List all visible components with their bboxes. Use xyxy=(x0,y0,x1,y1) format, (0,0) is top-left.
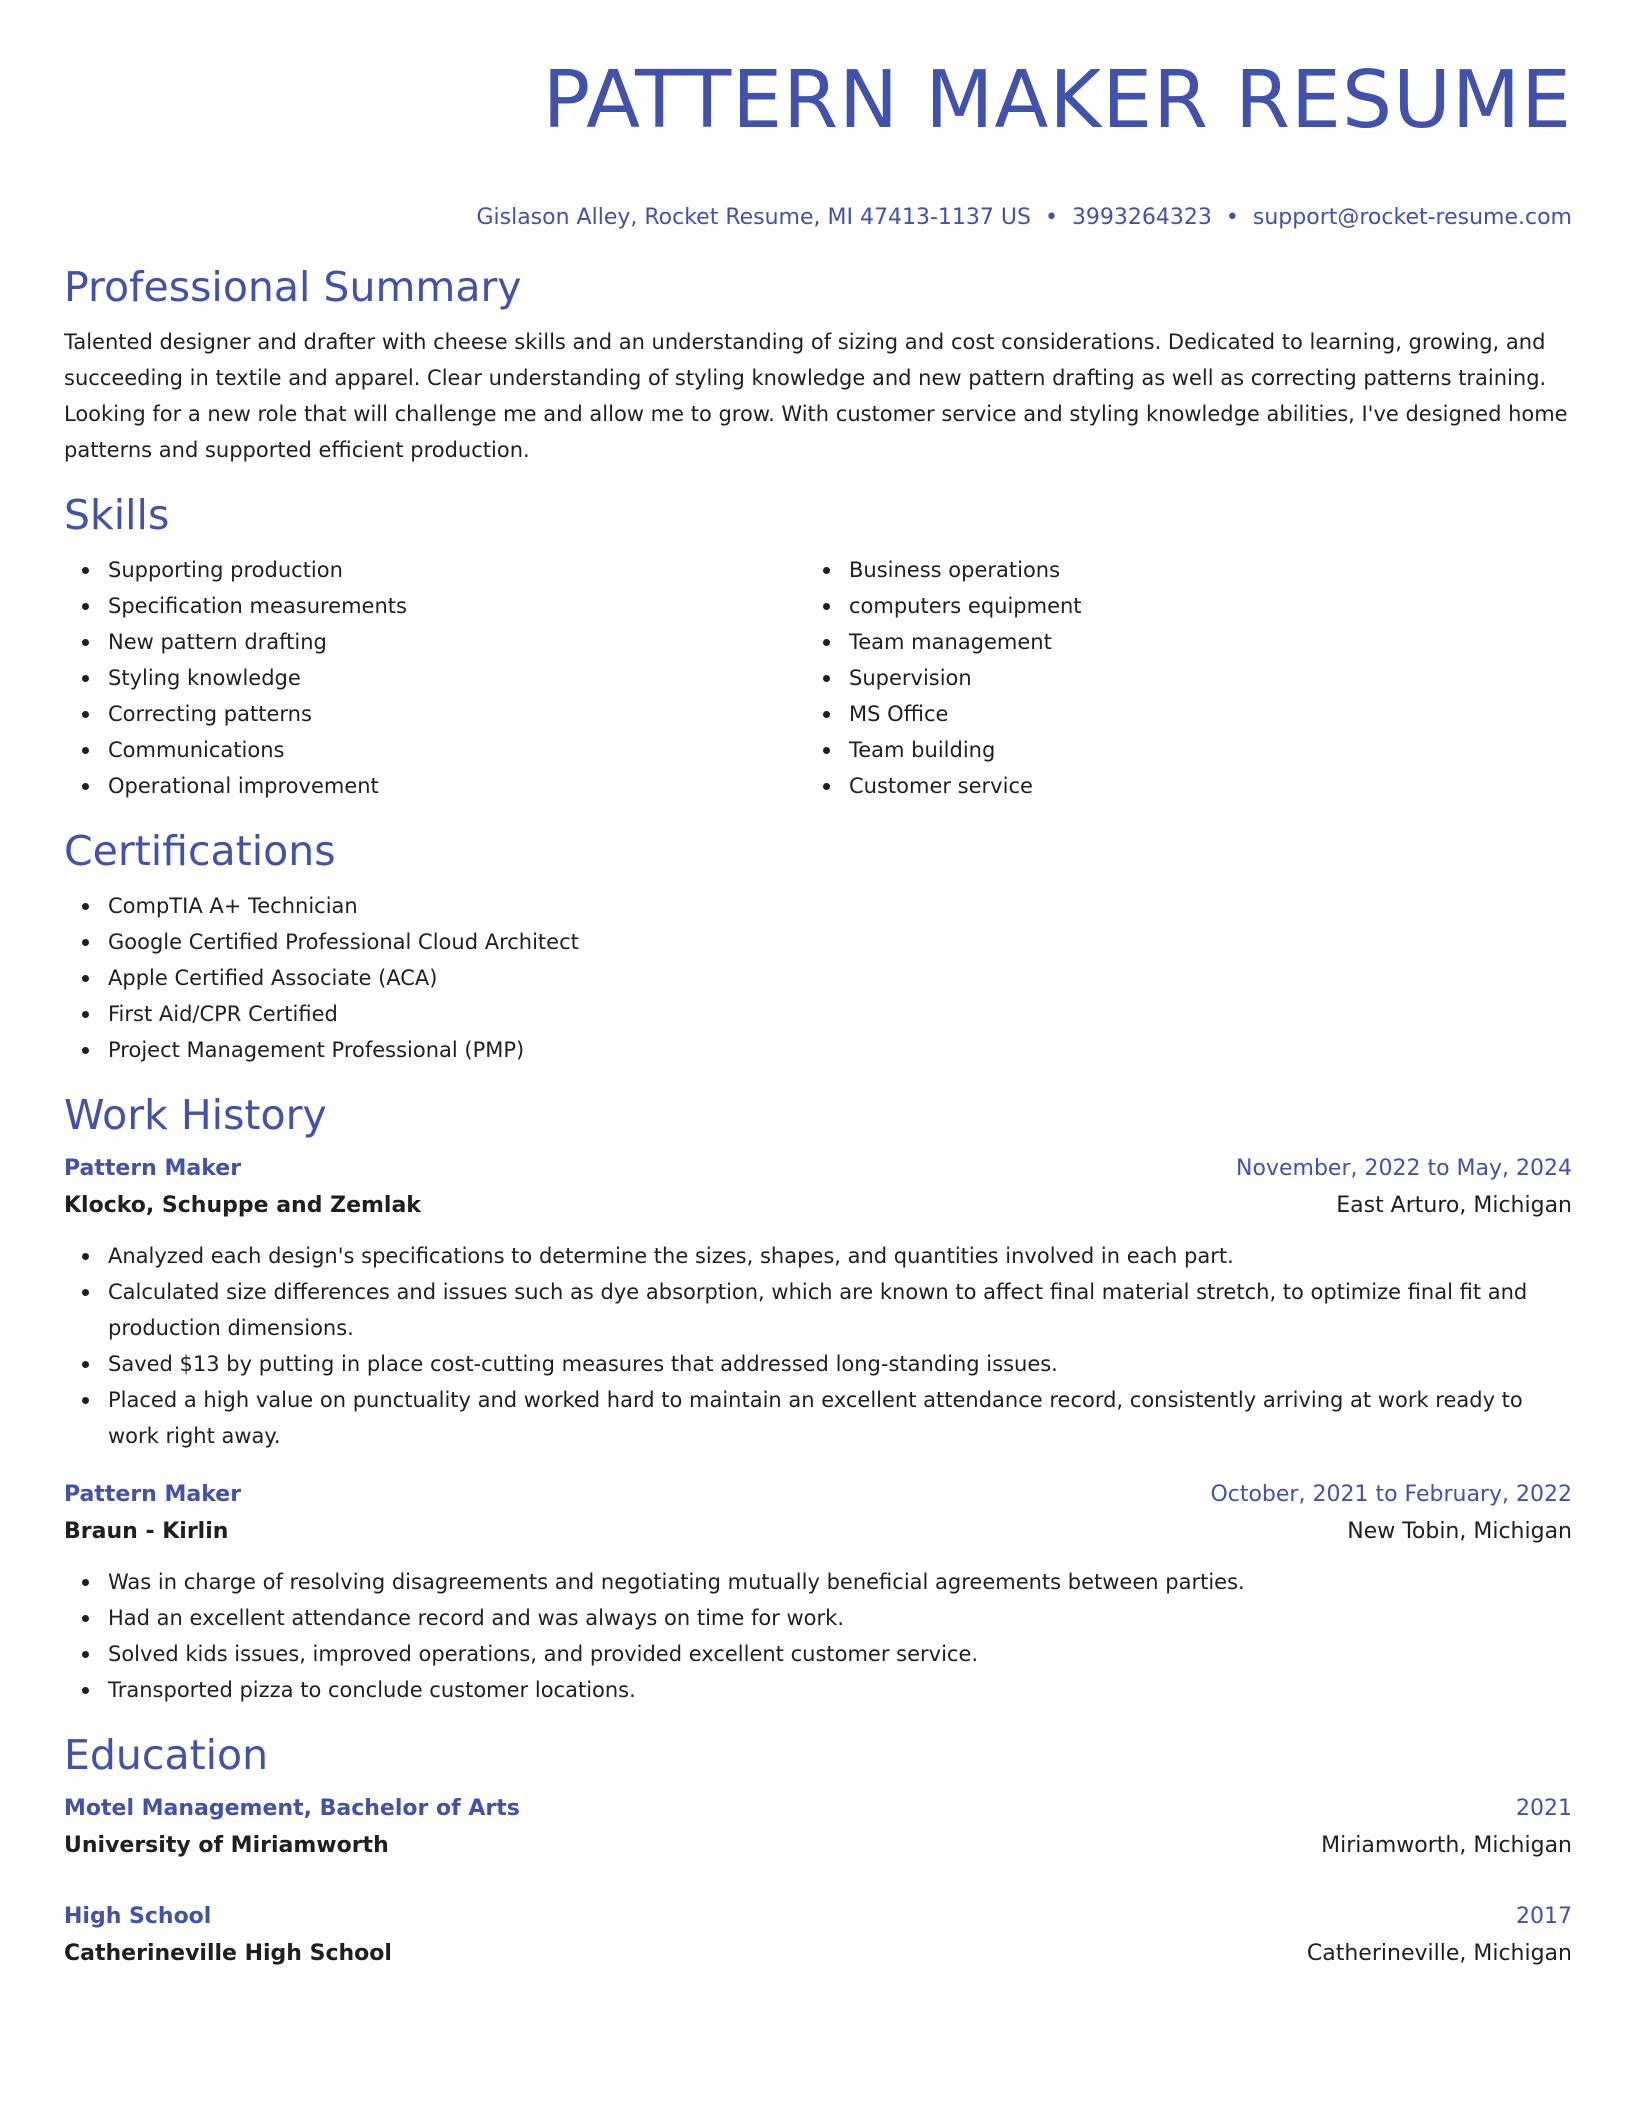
job-title: Pattern Maker xyxy=(64,1482,242,1507)
job-dates: November, 2022 to May, 2024 xyxy=(1236,1156,1572,1181)
contact-phone: 3993264323 xyxy=(1071,205,1212,230)
list-item: First Aid/CPR Certified xyxy=(64,996,1572,1032)
list-item: Was in charge of resolving disagreements and negotiating mutually beneficial agreements between parties. xyxy=(64,1564,1572,1600)
job-location: New Tobin, Michigan xyxy=(1347,1519,1572,1544)
list-item: Solved kids issues, improved operations, and provided excellent customer service. xyxy=(64,1636,1572,1672)
education-entry xyxy=(64,1792,1572,1866)
list-item: Saved $13 by putting in place cost-cutting measures that addressed long-standing issues. xyxy=(64,1346,1572,1382)
list-item: Supporting production xyxy=(64,552,805,588)
job-entry xyxy=(64,1152,1572,1454)
education-degree-row xyxy=(64,1792,1572,1826)
job-location: East Arturo, Michigan xyxy=(1336,1193,1572,1218)
list-item: Correcting patterns xyxy=(64,696,805,732)
contact-separator: • xyxy=(1225,205,1239,230)
job-company-row xyxy=(64,1186,1572,1226)
summary-text: Talented designer and drafter with cheese skills and an understanding of sizing and cost considerations. Dedicated to learning, growing, and succeeding in textile and apparel. Clear understanding of styling knowledge and new pattern drafting as well as correcting patterns training. Looking for a new role that will challenge me and allow me to grow. With customer service and styling knowledge abilities, I've designed home patterns and supported efficient production. xyxy=(64,330,1568,462)
list-item: Calculated size differences and issues such as dye absorption, which are known to affect final material stretch, to optimize final fit and production dimensions. xyxy=(64,1274,1572,1346)
section-heading-skills: Skills xyxy=(64,491,170,539)
summary-section xyxy=(64,262,1572,468)
skills-list-right xyxy=(805,552,1546,804)
list-item: Styling knowledge xyxy=(64,660,805,696)
contact-separator: • xyxy=(1044,205,1058,230)
skills-section xyxy=(64,490,1572,804)
education-school-row xyxy=(64,1826,1572,1866)
education-degree-row xyxy=(64,1900,1572,1934)
list-item: Operational improvement xyxy=(64,768,805,804)
job-bullets xyxy=(64,1564,1572,1708)
list-item: Had an excellent attendance record and was always on time for work. xyxy=(64,1600,1572,1636)
certifications-section xyxy=(64,826,1572,1068)
education-entry xyxy=(64,1900,1572,1974)
job-entry xyxy=(64,1478,1572,1708)
work-history-section xyxy=(64,1090,1572,1708)
skills-grid xyxy=(64,552,1572,804)
contact-line xyxy=(64,204,1572,232)
job-bullets xyxy=(64,1238,1572,1454)
list-item: Project Management Professional (PMP) xyxy=(64,1032,1572,1068)
education-location: Miriamworth, Michigan xyxy=(1321,1833,1572,1858)
list-item: CompTIA A+ Technician xyxy=(64,888,1572,924)
section-heading-certifications: Certifications xyxy=(64,827,336,875)
skills-list-left xyxy=(64,552,805,804)
resume-header xyxy=(64,52,1572,232)
education-degree: High School xyxy=(64,1904,212,1929)
education-location: Catherineville, Michigan xyxy=(1306,1941,1572,1966)
education-year: 2021 xyxy=(1516,1796,1572,1821)
list-item: Supervision xyxy=(805,660,1546,696)
resume-title: PATTERN MAKER RESUME xyxy=(542,54,1572,146)
list-item: New pattern drafting xyxy=(64,624,805,660)
section-heading-education: Education xyxy=(64,1731,269,1779)
contact-email[interactable]: support@rocket-resume.com xyxy=(1252,205,1572,230)
contact-address: Gislason Alley, Rocket Resume, MI 47413-1137 US xyxy=(476,205,1031,230)
job-company: Klocko, Schuppe and Zemlak xyxy=(64,1193,421,1218)
job-dates: October, 2021 to February, 2022 xyxy=(1210,1482,1572,1507)
list-item: computers equipment xyxy=(805,588,1546,624)
list-item: Analyzed each design's specifications to determine the sizes, shapes, and quantities involved in each part. xyxy=(64,1238,1572,1274)
list-item: Business operations xyxy=(805,552,1546,588)
job-company: Braun - Kirlin xyxy=(64,1519,229,1544)
list-item: Placed a high value on punctuality and worked hard to maintain an excellent attendance record, consistently arriving at work ready to work right away. xyxy=(64,1382,1572,1454)
list-item: MS Office xyxy=(805,696,1546,732)
education-degree: Motel Management, Bachelor of Arts xyxy=(64,1796,520,1821)
certifications-list xyxy=(64,888,1572,1068)
job-company-row xyxy=(64,1512,1572,1552)
job-title: Pattern Maker xyxy=(64,1156,242,1181)
education-school: Catherineville High School xyxy=(64,1941,392,1966)
section-heading-summary: Professional Summary xyxy=(64,263,522,311)
job-title-row xyxy=(64,1478,1572,1512)
education-section xyxy=(64,1730,1572,1974)
education-year: 2017 xyxy=(1516,1904,1572,1929)
list-item: Transported pizza to conclude customer locations. xyxy=(64,1672,1572,1708)
education-school: University of Miriamworth xyxy=(64,1833,389,1858)
list-item: Communications xyxy=(64,732,805,768)
list-item: Google Certified Professional Cloud Architect xyxy=(64,924,1572,960)
list-item: Team building xyxy=(805,732,1546,768)
job-title-row xyxy=(64,1152,1572,1186)
list-item: Apple Certified Associate (ACA) xyxy=(64,960,1572,996)
list-item: Customer service xyxy=(805,768,1546,804)
list-item: Team management xyxy=(805,624,1546,660)
education-school-row xyxy=(64,1934,1572,1974)
list-item: Specification measurements xyxy=(64,588,805,624)
section-heading-work-history: Work History xyxy=(64,1091,327,1139)
